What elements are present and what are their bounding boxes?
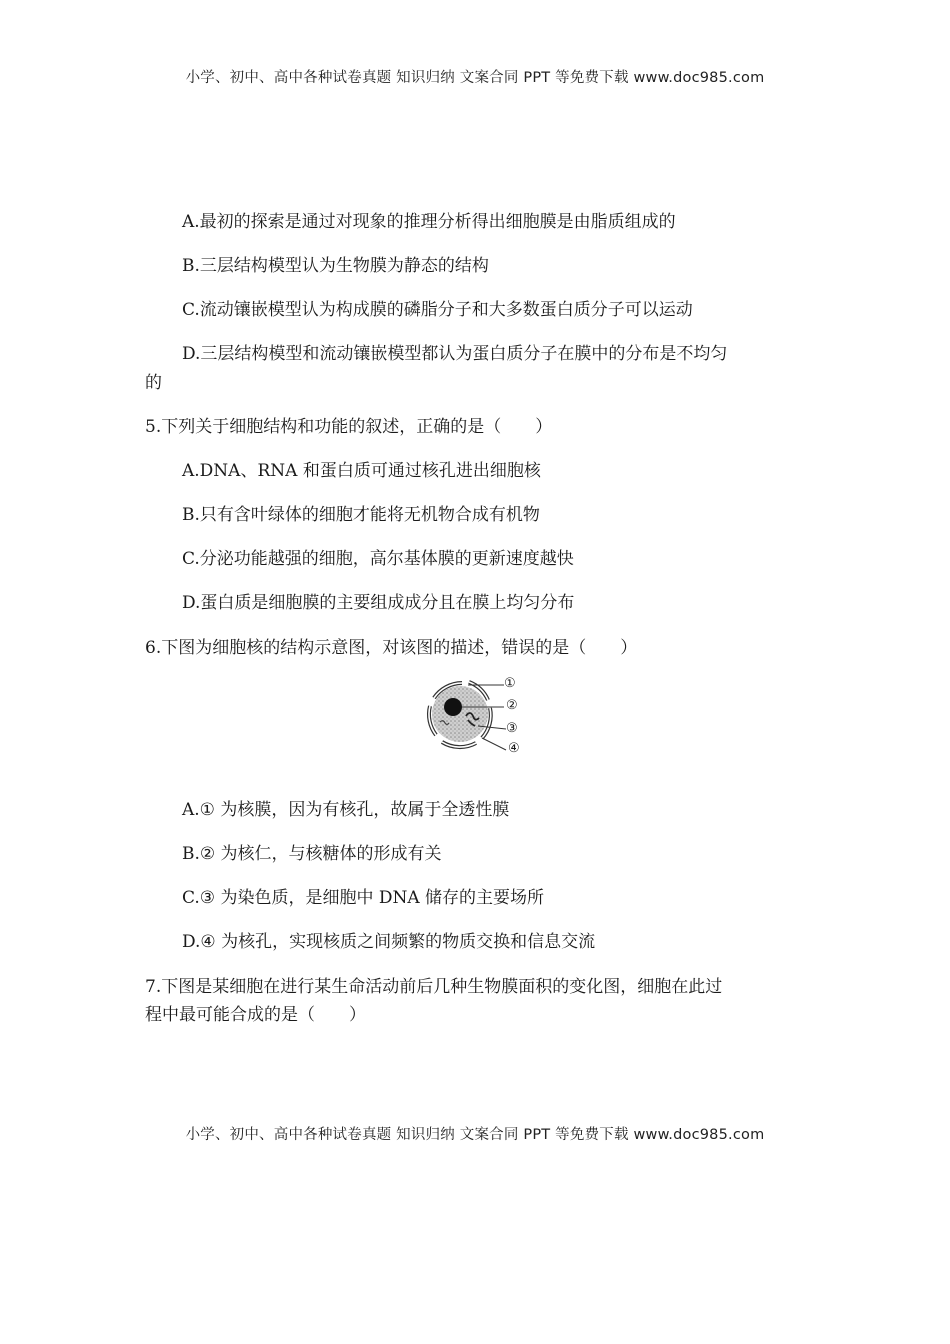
figure-label-1: ① (504, 676, 516, 691)
q4-option-a: A.最初的探索是通过对现象的推理分析得出细胞膜是由脂质组成的 (182, 212, 676, 232)
q4-option-c: C.流动镶嵌模型认为构成膜的磷脂分子和大多数蛋白质分子可以运动 (182, 300, 693, 320)
q7-stem-line2: 程中最可能合成的是（ ） (145, 1005, 366, 1025)
nucleus-diagram (422, 676, 532, 758)
q6-option-b: B.② 为核仁，与核糖体的形成有关 (182, 844, 442, 864)
nucleoplasm (432, 686, 488, 742)
q5-stem: 5.下列关于细胞结构和功能的叙述，正确的是（ ） (145, 417, 553, 437)
q4-option-b: B.三层结构模型认为生物膜为静态的结构 (182, 256, 489, 276)
q6-stem: 6.下图为细胞核的结构示意图，对该图的描述，错误的是（ ） (145, 638, 638, 658)
q4-option-d-continued: 的 (145, 373, 162, 393)
nucleolus (444, 698, 462, 716)
figure-label-3: ③ (506, 721, 518, 736)
page-footer: 小学、初中、高中各种试卷真题 知识归纳 文案合同 PPT 等免费下载 www.doc985.com (185, 1127, 765, 1143)
q5-option-d: D.蛋白质是细胞膜的主要组成成分且在膜上均匀分布 (182, 593, 575, 613)
q5-option-a: A.DNA、RNA 和蛋白质可通过核孔进出细胞核 (182, 461, 541, 481)
figure-label-2: ② (506, 698, 518, 713)
page-header: 小学、初中、高中各种试卷真题 知识归纳 文案合同 PPT 等免费下载 www.doc985.com (185, 70, 765, 86)
q5-option-b: B.只有含叶绿体的细胞才能将无机物合成有机物 (182, 505, 540, 525)
q6-option-d: D.④ 为核孔，实现核质之间频繁的物质交换和信息交流 (182, 932, 596, 952)
q4-option-d: D.三层结构模型和流动镶嵌模型都认为蛋白质分子在膜中的分布是不均匀 (182, 344, 728, 364)
q6-option-a: A.① 为核膜，因为有核孔，故属于全透性膜 (182, 800, 510, 820)
q7-stem-line1: 7.下图是某细胞在进行某生命活动前后几种生物膜面积的变化图，细胞在此过 (145, 977, 723, 997)
q5-option-c: C.分泌功能越强的细胞，高尔基体膜的更新速度越快 (182, 549, 574, 569)
figure-label-4: ④ (508, 741, 520, 756)
q6-option-c: C.③ 为染色质，是细胞中 DNA 储存的主要场所 (182, 888, 545, 908)
